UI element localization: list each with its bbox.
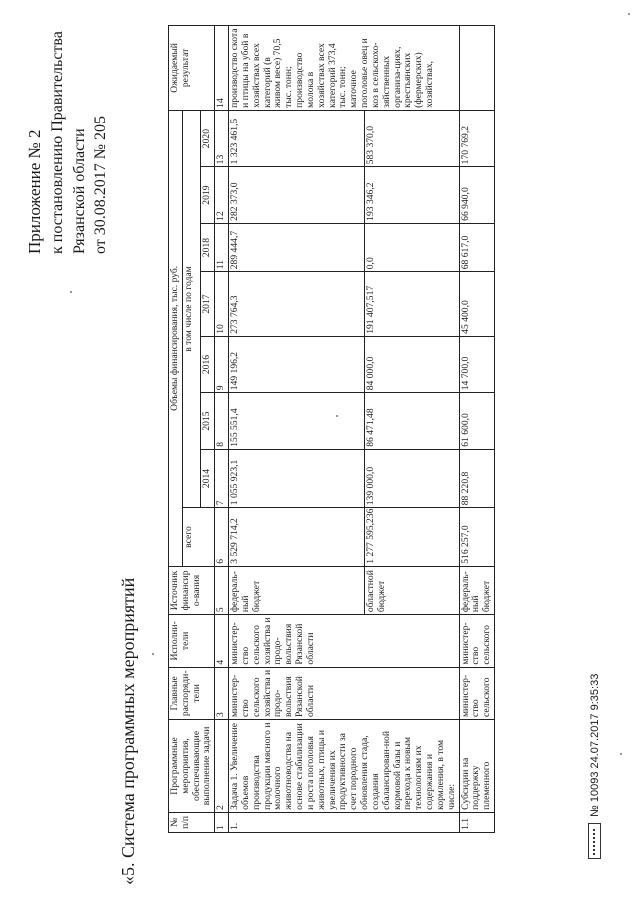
column-number: 14 <box>215 26 229 111</box>
region-line: Рязанской области <box>70 128 88 254</box>
column-number: 6 <box>215 508 229 567</box>
funding-year-value: 86 471,48 <box>365 393 459 449</box>
funding-source: федераль-ный бюджет <box>459 566 494 614</box>
header-volume: Объемы финансирования, тыс. руб. <box>169 110 183 566</box>
funding-year-value: 88 220,8 <box>459 449 494 508</box>
funding-year-value: 273 764,3 <box>229 272 365 337</box>
resolution-line: к постановлению Правительства <box>48 31 66 254</box>
column-number: 11 <box>215 223 229 271</box>
funding-year-value: 66 940,0 <box>459 167 494 223</box>
funding-year-value: 45 400,0 <box>459 272 494 337</box>
header-source: Источник финансиро-вания <box>169 566 215 614</box>
header-year: 2020 <box>201 110 215 167</box>
funding-year-value: 155 551,4 <box>229 393 365 449</box>
funding-year-value: 14 700,0 <box>459 336 494 392</box>
funding-year-value: 149 196,2 <box>229 336 365 392</box>
header-year: 2016 <box>201 336 215 392</box>
header-year: 2017 <box>201 272 215 337</box>
funding-total: 1 277 595,236 <box>365 508 459 567</box>
expected-result <box>459 26 494 111</box>
appendix-header <box>24 14 112 254</box>
column-number: 1 <box>215 812 229 832</box>
funding-year-value: 1 055 923,1 <box>229 449 365 508</box>
header-expected: Ожидаемый результат <box>169 26 215 111</box>
funding-year-value: 583 370,0 <box>365 110 459 167</box>
funding-year-value: 170 769,2 <box>459 110 494 167</box>
header-program: Программные мероприятия, обеспечивающие выполнение задачи <box>169 720 215 813</box>
header-year: 2015 <box>201 393 215 449</box>
table-row <box>229 26 365 833</box>
header-including: в том числе по годам <box>182 110 201 507</box>
funding-year-value: 282 373,0 <box>229 167 365 223</box>
header-managers: Главные распоряди-тели <box>169 667 215 719</box>
column-number: 4 <box>215 615 229 667</box>
barcode-stamp-icon <box>588 823 601 859</box>
executor: министер-ство сельского хозяйства и продо-вольствия Рязанской области <box>229 615 459 667</box>
funding-year-value: 191 407,517 <box>365 272 459 337</box>
row-number: 1.1 <box>459 812 494 832</box>
funding-year-value: 68 617,0 <box>459 223 494 271</box>
executor: министер-ство сельского <box>459 615 494 667</box>
funding-year-value: 139 000,0 <box>365 449 459 508</box>
registration-number: № 10093 24.07.2017 9:35:33 <box>588 673 601 817</box>
funding-source: федераль-ный бюджет <box>229 566 365 614</box>
row-number: 1. <box>229 812 459 832</box>
program-measure: Субсидии на поддержку племенного <box>459 720 494 813</box>
funding-total: 516 257,0 <box>459 508 494 567</box>
column-number: 2 <box>215 720 229 813</box>
scan-speck <box>152 653 154 655</box>
chief-manager: министер-ство сельского хозяйства и продо-вольствия Рязанской области <box>229 667 459 719</box>
column-number-row <box>215 26 229 833</box>
column-number: 9 <box>215 336 229 392</box>
funding-year-value: 193 346,2 <box>365 167 459 223</box>
funding-year-value: 84 000,0 <box>365 336 459 392</box>
header-year: 2018 <box>201 223 215 271</box>
column-number: 10 <box>215 272 229 337</box>
header-year: 2014 <box>201 449 215 508</box>
program-measure: Задача 1. Увеличение объемов производства продукции мясного и молочного животноводства на основе стабилизации и роста поголовья животных, птицы и увеличения их продуктивности за счет породного обновления стада, создания сбалансирован-ной кормовой базы и перехода к новым технологиям их содержания и кормления, в том числе: <box>229 720 459 813</box>
column-number: 3 <box>215 667 229 719</box>
scan-speck <box>620 753 622 755</box>
funding-year-value: 61 600,0 <box>459 393 494 449</box>
program-measures-table <box>168 25 495 833</box>
date-number-line: от 30.08.2017 № 205 <box>92 115 110 254</box>
funding-year-value: 0,0 <box>365 223 459 271</box>
header-num: № п/п <box>169 812 215 832</box>
header-year: 2019 <box>201 167 215 223</box>
header-total: всего <box>182 508 214 567</box>
funding-source: областной бюджет <box>365 566 459 614</box>
column-number: 12 <box>215 167 229 223</box>
funding-total: 3 529 714,2 <box>229 508 365 567</box>
scan-speck <box>70 291 72 293</box>
section-title: «5. Система программных мероприятий <box>118 577 138 885</box>
funding-year-value: 1 323 461,5 <box>229 110 365 167</box>
chief-manager: министер-ство сельского <box>459 667 494 719</box>
funding-year-value: 289 444,7 <box>229 223 365 271</box>
column-number: 5 <box>215 566 229 614</box>
expected-result: производство скота и птицы на убой в хозяйствах всех категорий (в живом весе) 70,5 тыс. тонн; производство молока в хозяйствах всех категорий 373,4 тыс. тонн; маточное поголовье овец и коз в сельскохо-зяйственных организа-циях, крестьянских (фермерских) хозяйствах, <box>229 26 459 111</box>
column-number: 13 <box>215 110 229 167</box>
scan-speck <box>336 415 338 417</box>
column-number: 7 <box>215 449 229 508</box>
appendix-number: Приложение № 2 <box>25 129 44 254</box>
table-row <box>459 26 494 833</box>
header-executors: Исполни-тели <box>169 615 215 667</box>
scan-registration-mark <box>588 674 601 859</box>
column-number: 8 <box>215 393 229 449</box>
scan-speck <box>628 13 630 15</box>
